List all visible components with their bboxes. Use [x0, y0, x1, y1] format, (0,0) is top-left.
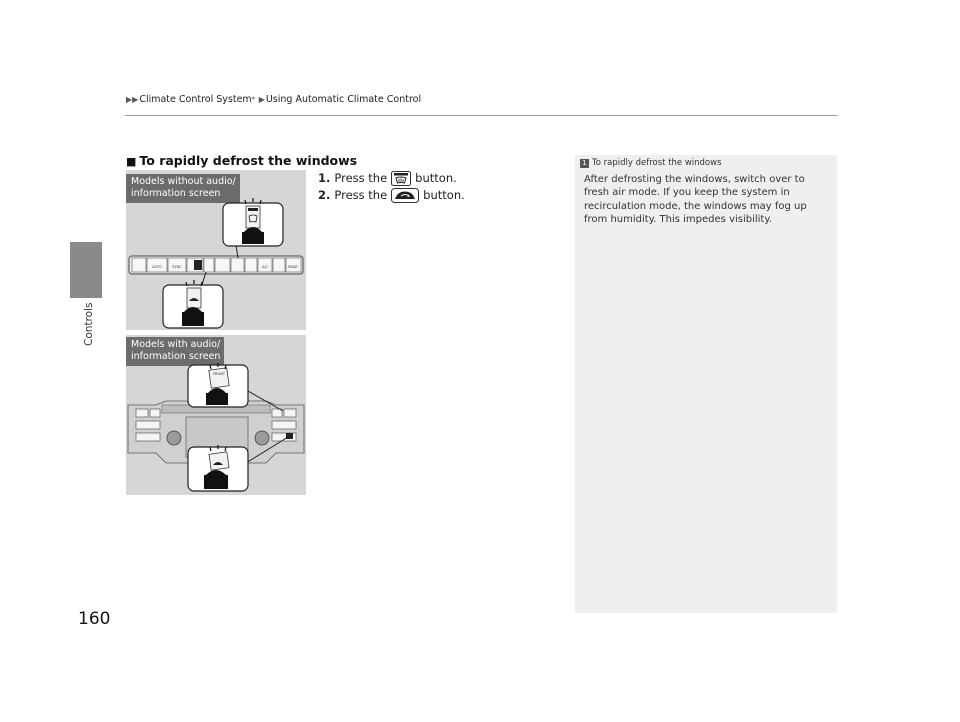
ac-label: A/C [261, 265, 269, 269]
panel-label-line: information screen [131, 188, 221, 199]
breadcrumb [125, 94, 421, 105]
heading-marker: ■ [126, 155, 137, 168]
step-number: 2. [318, 188, 331, 202]
breadcrumb-arrow-icon: ▶▶ [126, 95, 139, 104]
step-text-post: button. [415, 171, 457, 185]
front-button-label: FRONT [213, 372, 225, 376]
step-text-post: button. [423, 188, 465, 202]
rear-label: REAR [288, 265, 298, 269]
recirculation-icon [391, 188, 419, 203]
chapter-tab-label[interactable]: Controls [83, 302, 95, 346]
breadcrumb-arrow-icon: ▶ [258, 95, 265, 104]
chapter-tab [70, 242, 102, 298]
note-marker-icon: 1 [580, 159, 589, 168]
section-heading [126, 153, 357, 168]
climate-panel-drawing [126, 170, 306, 330]
dashboard-drawing [126, 335, 306, 495]
step-number: 1. [318, 171, 331, 185]
panel-label-line: Models without audio/ [131, 176, 236, 187]
panel-label-line: Models with audio/ [131, 339, 221, 350]
illustration-with-screen [126, 335, 306, 495]
heading-text: To rapidly defrost the windows [139, 153, 358, 168]
header-rule [125, 115, 837, 116]
sync-label: SYNC [172, 265, 182, 269]
breadcrumb-section[interactable]: Climate Control System [139, 94, 252, 105]
step-item [318, 187, 465, 204]
illustration-without-screen [126, 170, 306, 330]
step-item [318, 170, 465, 187]
breadcrumb-footnote-mark: * [251, 96, 255, 103]
panel-label-line: information screen [131, 351, 221, 362]
step-list [318, 170, 465, 204]
front-defrost-icon [391, 171, 411, 186]
breadcrumb-page[interactable]: Using Automatic Climate Control [265, 94, 422, 105]
page-number: 160 [78, 609, 111, 629]
note-title-text: To rapidly defrost the windows [592, 158, 722, 168]
note-title [580, 158, 722, 168]
step-text-pre: Press the [334, 171, 388, 185]
auto-label: AUTO [152, 265, 162, 269]
step-text-pre: Press the [334, 188, 388, 202]
note-body: After defrosting the windows, switch over to fresh air mode. If you keep the system in recirculation mode, the windows may fog up from humidity. This impedes visibility. [584, 174, 807, 226]
